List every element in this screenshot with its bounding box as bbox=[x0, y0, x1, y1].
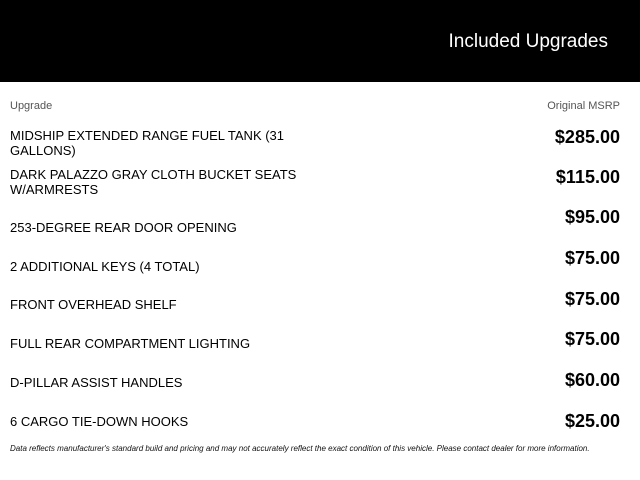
upgrade-price: $75.00 bbox=[564, 289, 620, 309]
upgrade-name: FULL REAR COMPARTMENT LIGHTING bbox=[10, 336, 251, 351]
upgrade-price: $115.00 bbox=[555, 167, 620, 187]
column-header-msrp: Original MSRP bbox=[547, 100, 620, 112]
page-title: Included Upgrades bbox=[448, 31, 608, 52]
upgrade-name: FRONT OVERHEAD SHELF bbox=[10, 297, 177, 312]
upgrade-name: D-PILLAR ASSIST HANDLES bbox=[10, 375, 183, 390]
upgrade-name: MIDSHIP EXTENDED RANGE FUEL TANK (31 GALLONS) bbox=[10, 128, 285, 158]
upgrade-price: $285.00 bbox=[554, 127, 620, 147]
upgrade-name: DARK PALAZZO GRAY CLOTH BUCKET SEATS W/ARMRESTS bbox=[10, 167, 297, 197]
upgrade-name: 253-DEGREE REAR DOOR OPENING bbox=[10, 220, 237, 235]
column-header-upgrade: Upgrade bbox=[10, 100, 53, 112]
upgrade-price: $95.00 bbox=[564, 207, 620, 227]
upgrade-price: $75.00 bbox=[564, 248, 620, 268]
upgrade-price: $25.00 bbox=[564, 411, 620, 431]
upgrade-name: 6 CARGO TIE-DOWN HOOKS bbox=[10, 414, 189, 429]
header-bar bbox=[0, 0, 640, 82]
upgrade-price: $75.00 bbox=[564, 329, 620, 349]
disclaimer-text: Data reflects manufacturer's standard build and pricing and may not accurately reflect the exact condition of this vehicle. Please contact dealer for more information. bbox=[10, 444, 590, 453]
upgrade-price: $60.00 bbox=[564, 370, 620, 390]
upgrade-name: 2 ADDITIONAL KEYS (4 TOTAL) bbox=[10, 259, 200, 274]
